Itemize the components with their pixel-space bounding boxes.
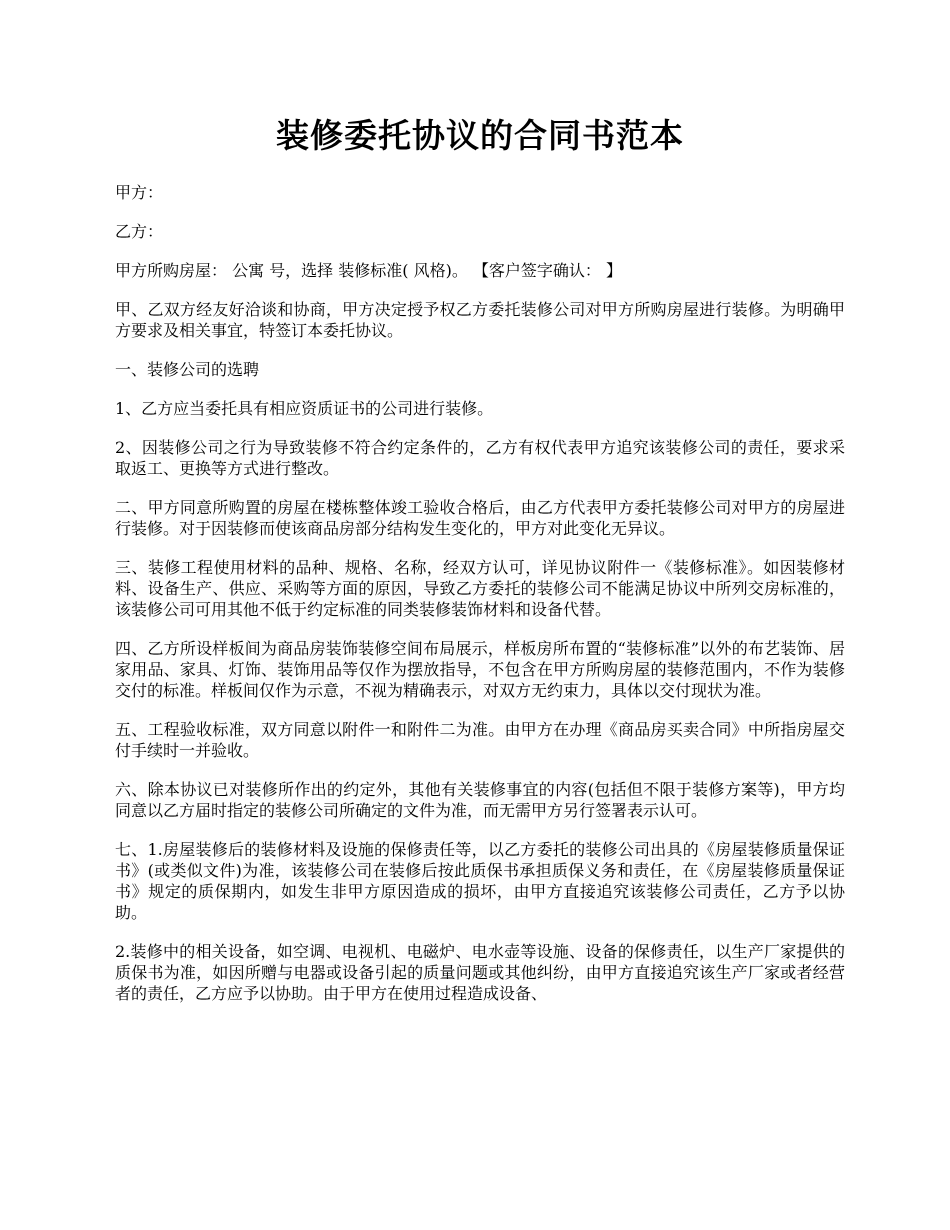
section-7-clause-2: 2.装修中的相关设备，如空调、电视机、电磁炉、电水壶等设施、设备的保修责任，以生产厂家提供的质保书为准，如因所赠与电器或设备引起的质量问题或其他纠纷，由甲方直接追究该生产厂家或者经营者的责任，乙方应予以协助。由于甲方在使用过程造成设备、 — [115, 942, 845, 1003]
section-4-paragraph: 四、乙方所设样板间为商品房装饰装修空间布局展示，样板房所布置的“装修标准”以外的布艺装饰、居家用品、家具、灯饰、装饰用品等仅作为摆放指导，不包含在甲方所购房屋的装修范围内，不作为装修交付的标准。样板间仅作为示意，不视为精确表示，对双方无约束力，具体以交付现状为准。 — [115, 639, 845, 700]
party-a-line: 甲方： — [115, 183, 164, 202]
document-title: 装修委托协议的合同书范本 — [276, 116, 684, 155]
clause-1-1: 1、乙方应当委托具有相应资质证书的公司进行装修。 — [115, 399, 494, 418]
section-3-paragraph: 三、装修工程使用材料的品种、规格、名称，经双方认可，详见协议附件一《装修标准》。如因装修材料、设备生产、供应、采购等方面的原因，导致乙方委托的装修公司不能满足协议中所列交房标准的，该装修公司可用其他不低于约定标准的同类装修装饰材料和设备代替。 — [115, 558, 845, 619]
clause-1-2: 2、因装修公司之行为导致装修不符合约定条件的，乙方有权代表甲方追究该装修公司的责任，要求采取返工、更换等方式进行整改。 — [115, 438, 845, 478]
section-7-clause-1: 七、1.房屋装修后的装修材料及设施的保修责任等，以乙方委托的装修公司出具的《房屋装修质量保证书》(或类似文件)为准，该装修公司在装修后按此质保书承担质保义务和责任，在《房屋装修质量保证书》规定的质保期内，如发生非甲方原因造成的损坏，由甲方直接追究该装修公司责任，乙方予以协助。 — [115, 840, 845, 922]
party-b-line: 乙方： — [115, 222, 164, 241]
section-1-heading: 一、装修公司的选聘 — [115, 360, 260, 379]
preamble-paragraph: 甲、乙双方经友好洽谈和协商，甲方决定授予权乙方委托装修公司对甲方所购房屋进行装修。为明确甲方要求及相关事宜，特签订本委托协议。 — [115, 300, 845, 340]
document-page — [115, 112, 845, 1022]
house-info-line: 甲方所购房屋： 公寓 号，选择 装修标准( 风格)。 【客户签字确认： 】 — [115, 261, 623, 280]
section-2-paragraph: 二、甲方同意所购置的房屋在楼栋整体竣工验收合格后，由乙方代表甲方委托装修公司对甲方的房屋进行装修。对于因装修而使该商品房部分结构发生变化的，甲方对此变化无异议。 — [115, 498, 845, 538]
section-5-paragraph: 五、工程验收标准，双方同意以附件一和附件二为准。由甲方在办理《商品房买卖合同》中所指房屋交付手续时一并验收。 — [115, 720, 845, 760]
section-6-paragraph: 六、除本协议已对装修所作出的约定外，其他有关装修事宜的内容(包括但不限于装修方案等)，甲方均同意以乙方届时指定的装修公司所确定的文件为准，而无需甲方另行签署表示认可。 — [115, 780, 845, 820]
